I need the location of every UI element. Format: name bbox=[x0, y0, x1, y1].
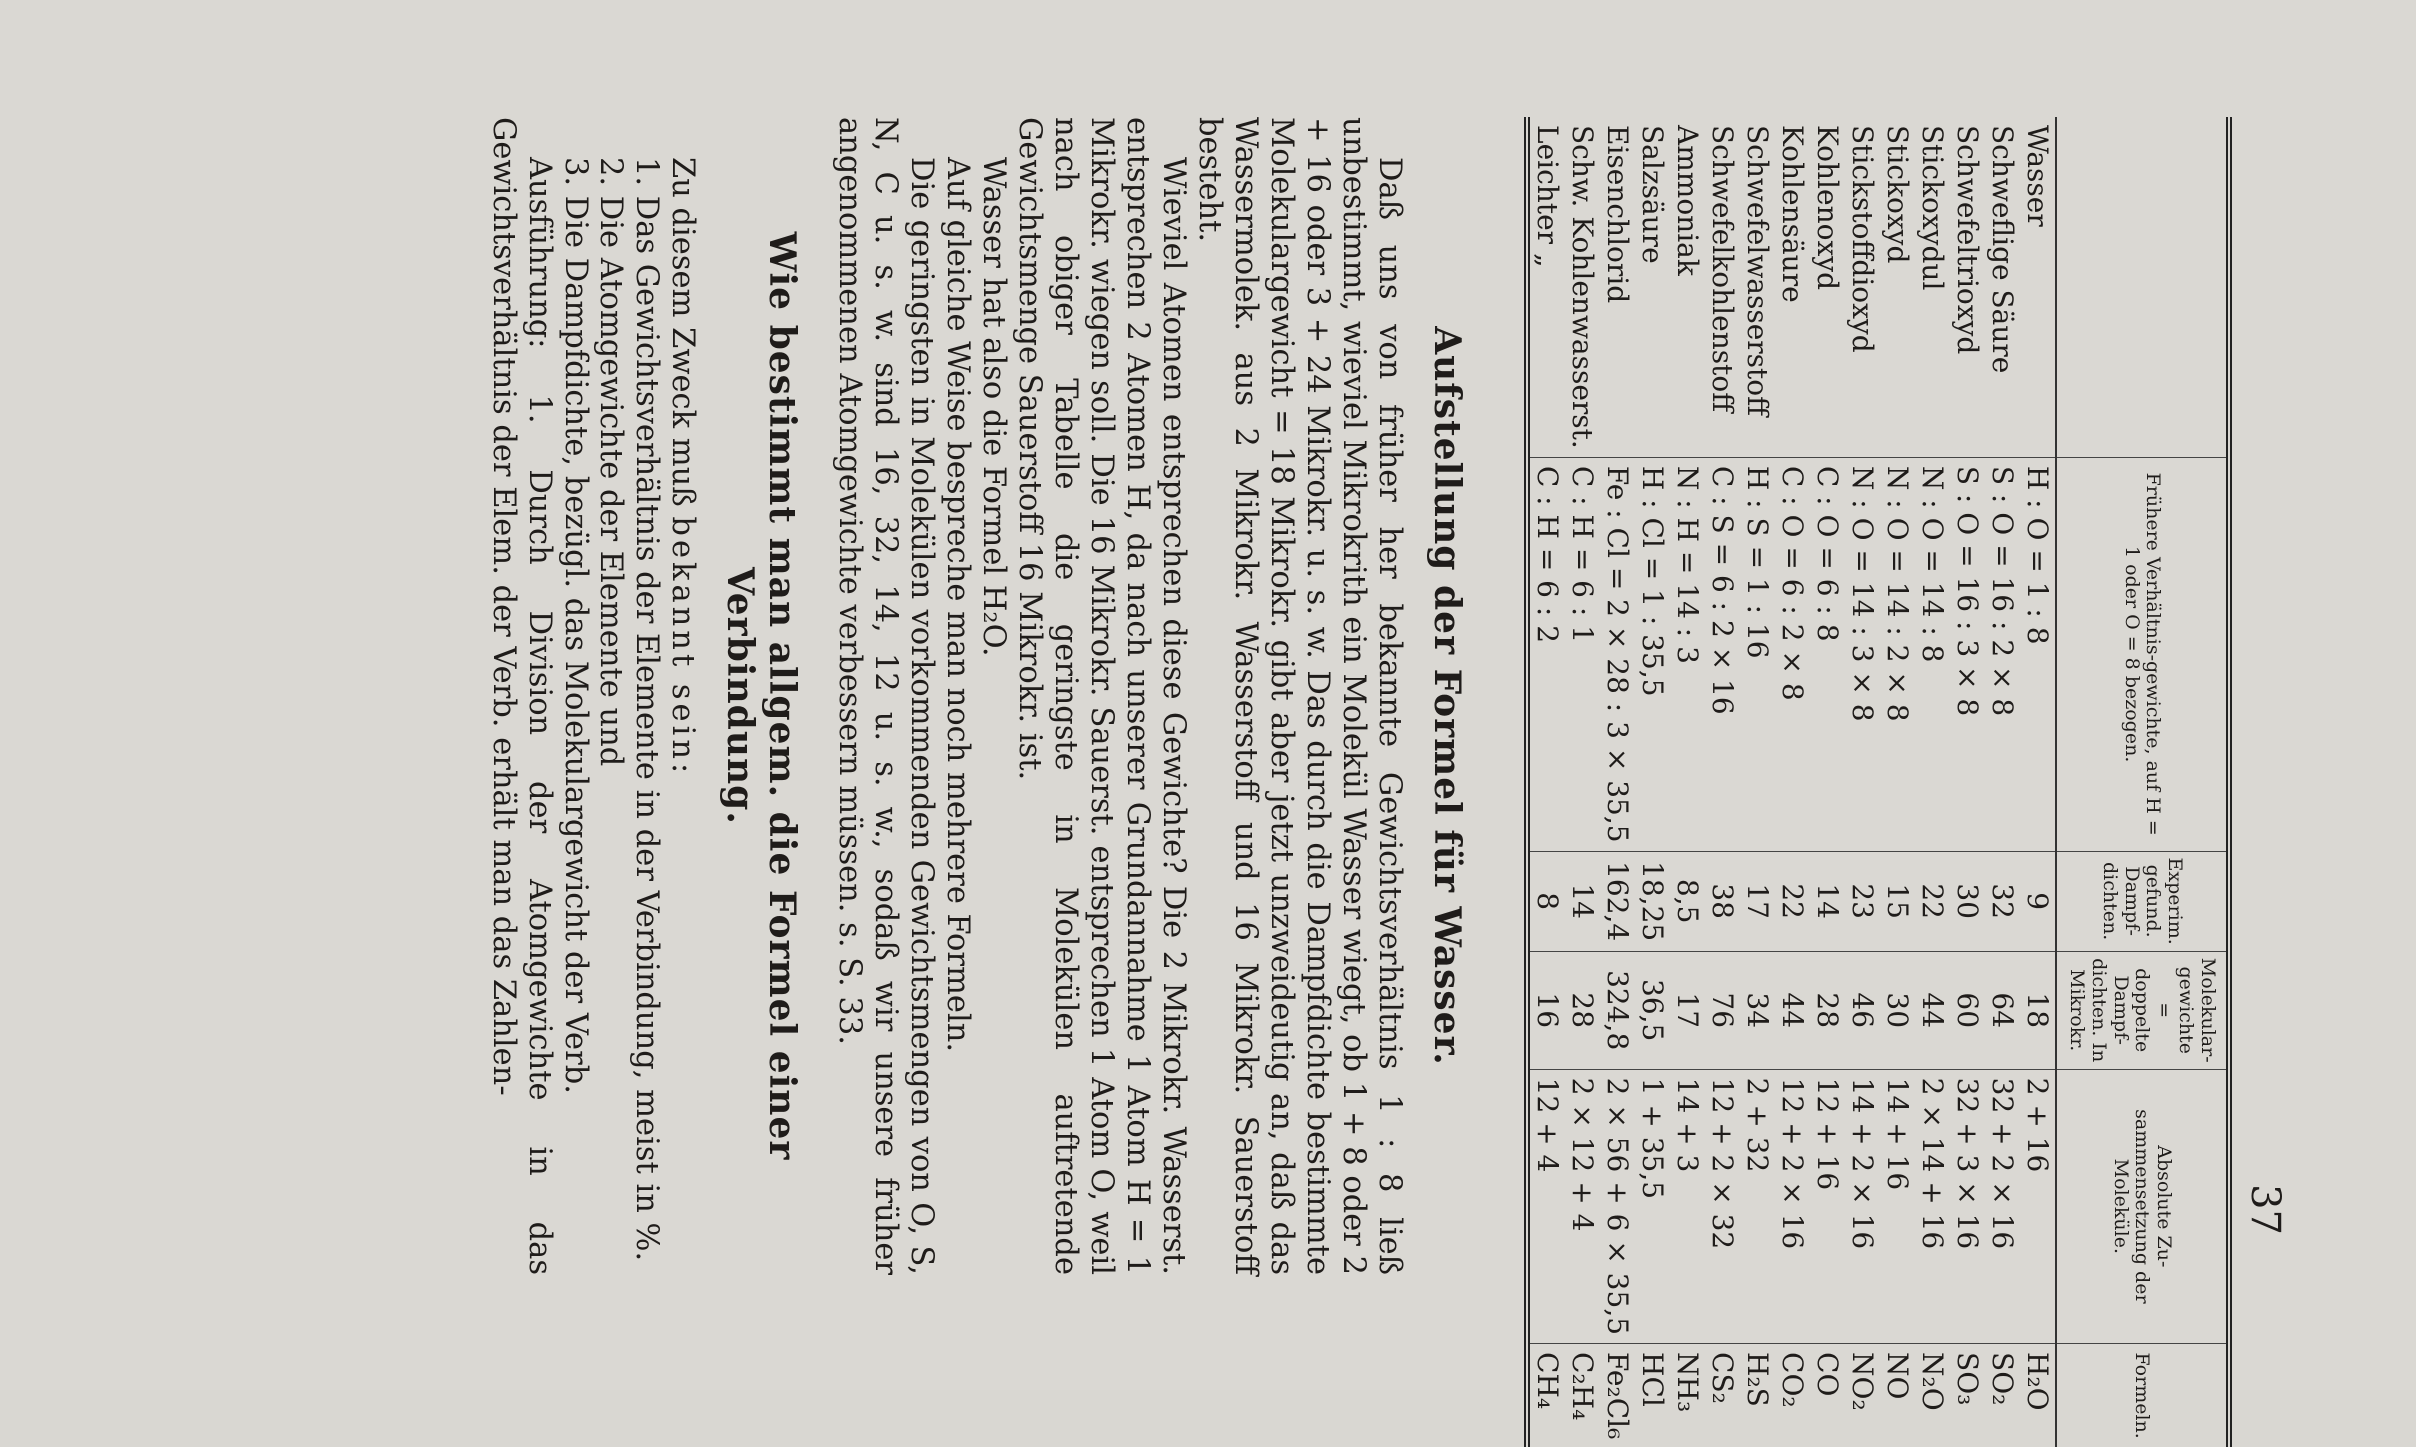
cell-weight-ratio: C : O = 6 : 8 bbox=[1810, 457, 1845, 851]
cell-molecular-weight: 28 bbox=[1810, 951, 1845, 1069]
dampfdichte-table bbox=[1524, 117, 2232, 1447]
cell-composition: 12 + 16 bbox=[1810, 1069, 1845, 1343]
cell-weight-ratio: C : H = 6 : 2 bbox=[1527, 457, 1565, 851]
table-row bbox=[1565, 117, 1600, 1447]
cell-vapor-density: 22 bbox=[1915, 851, 1950, 951]
paragraph-1: Daß uns von früher her bekannte Gewichtsverhältnis 1 : 8 ließ unbestimmt, wieviel Mikrokrith ein Molekül Wasser wiegt, ob 1 + 8 oder 2 + 16 oder 3 + 24 Mikrokr. u. s. w. Das durch die Dampfdichte bestimmte Molekulargewicht = 18 Mikrokr. gibt aber jetzt unzweideutig an, daß das Wassermolek. aus 2 Mikrokr. Wasserstoff und 16 Mikrokr. Sauerstoff besteht. bbox=[1192, 117, 1408, 1275]
cell-substance: Ammoniak bbox=[1670, 125, 1704, 276]
cell-composition: 14 + 2 × 16 bbox=[1845, 1069, 1880, 1343]
cell-molecular-weight: 34 bbox=[1740, 951, 1775, 1069]
cell-molecular-weight: 44 bbox=[1775, 951, 1810, 1069]
header-composition: Absolute Zu-sammensetzung der Moleküle. bbox=[2056, 1069, 2229, 1343]
cell-composition: 2 × 56 + 6 × 35,5 bbox=[1600, 1069, 1635, 1343]
cell-weight-ratio: S : O = 16 : 2 × 8 bbox=[1985, 457, 2020, 851]
cell-molecular-weight: 60 bbox=[1950, 951, 1985, 1069]
cell-molecular-weight: 36,5 bbox=[1635, 951, 1670, 1069]
cell-weight-ratio: N : O = 14 : 3 × 8 bbox=[1845, 457, 1880, 851]
cell-weight-ratio: H : Cl = 1 : 35,5 bbox=[1635, 457, 1670, 851]
cell-formula: Fe₂Cl₆ bbox=[1600, 1344, 1635, 1447]
header-molecular-weight: Molekular-gewichte = doppelte Dampf-dichten. In Mikrokr. bbox=[2056, 951, 2229, 1069]
cell-molecular-weight: 44 bbox=[1915, 951, 1950, 1069]
table-body bbox=[1527, 117, 2056, 1447]
book-page bbox=[78, 45, 2338, 1440]
cell-vapor-density: 22 bbox=[1775, 851, 1810, 951]
cell-substance: Stickoxyd bbox=[1880, 125, 1914, 264]
cell-substance: Schwefeltrioxyd bbox=[1951, 125, 1985, 355]
intro-spaced: bekannt sein: bbox=[665, 516, 701, 778]
table-row bbox=[1740, 117, 1775, 1447]
cell-formula: CS₂ bbox=[1705, 1344, 1740, 1447]
list-item-1: 1. Das Gewichtsverhältnis der Elemente in der Verbindung, meist in %. bbox=[629, 157, 665, 1262]
cell-composition: 2 + 32 bbox=[1740, 1069, 1775, 1343]
cell-formula: SO₃ bbox=[1950, 1344, 1985, 1447]
cell-formula: SO₂ bbox=[1985, 1344, 2020, 1447]
cell-substance: Leichter „ bbox=[1530, 125, 1564, 268]
cell-vapor-density: 15 bbox=[1880, 851, 1915, 951]
cell-vapor-density: 30 bbox=[1950, 851, 1985, 951]
cell-formula: CH₄ bbox=[1527, 1344, 1565, 1447]
cell-composition: 12 + 2 × 32 bbox=[1705, 1069, 1740, 1343]
cell-molecular-weight: 324,8 bbox=[1600, 951, 1635, 1069]
cell-formula: N₂O bbox=[1915, 1344, 1950, 1447]
cell-formula: H₂S bbox=[1740, 1344, 1775, 1447]
heading-general-formula: Wie bestimmt man allgem. die Formel einer Verbindung. bbox=[718, 231, 804, 1161]
table-header-row bbox=[2056, 117, 2229, 1447]
paragraph-3: Wasser hat also die Formel H₂O. bbox=[976, 157, 1012, 657]
cell-substance: Kohlenoxyd bbox=[1810, 125, 1844, 291]
cell-composition: 14 + 3 bbox=[1670, 1069, 1705, 1343]
cell-composition: 32 + 2 × 16 bbox=[1985, 1069, 2020, 1343]
header-formula: Formeln. bbox=[2056, 1344, 2229, 1447]
cell-formula: CO bbox=[1810, 1344, 1845, 1447]
cell-formula: NO₂ bbox=[1845, 1344, 1880, 1447]
cell-substance: Stickstoffdioxyd bbox=[1845, 125, 1879, 353]
cell-substance: Schwefelwasserstoff bbox=[1740, 125, 1774, 417]
table-row bbox=[1775, 117, 1810, 1447]
list-item-2: 2. Die Atomgewichte der Elemente und bbox=[593, 157, 629, 767]
cell-composition: 2 + 16 bbox=[2020, 1069, 2056, 1343]
header-substance bbox=[2056, 117, 2229, 457]
cell-substance: Schwefelkohlenstoff bbox=[1705, 125, 1739, 413]
paragraph-2: Wieviel Atomen entsprechen diese Gewichte? Die 2 Mikrokr. Wasserst. entsprechen 2 Atomen H, da nach unserer Grundannahme 1 Atom H = 1 Mikrokr. wiegen soll. Die 16 Mikrokr. Sauerst. entsprechen 1 Atom O, weil nach obiger Tabelle die geringste in Molekülen auftretende Gewichtsmenge Sauerstoff 16 Mikrokr. ist. bbox=[1012, 117, 1192, 1275]
cell-composition: 14 + 16 bbox=[1880, 1069, 1915, 1343]
cell-weight-ratio: N : O = 14 : 2 × 8 bbox=[1880, 457, 1915, 851]
cell-molecular-weight: 76 bbox=[1705, 951, 1740, 1069]
cell-substance: Eisenchlorid bbox=[1600, 125, 1634, 304]
cell-composition: 2 × 12 + 4 bbox=[1565, 1069, 1600, 1343]
cell-vapor-density: 18,25 bbox=[1635, 851, 1670, 951]
table-row bbox=[1635, 117, 1670, 1447]
intro-lead: Zu diesem Zweck muß bbox=[665, 157, 701, 517]
cell-weight-ratio: H : O = 1 : 8 bbox=[2020, 457, 2056, 851]
cell-formula: H₂O bbox=[2020, 1344, 2056, 1447]
cell-weight-ratio: N : H = 14 : 3 bbox=[1670, 457, 1705, 851]
cell-vapor-density: 162,4 bbox=[1600, 851, 1635, 951]
cell-molecular-weight: 64 bbox=[1985, 951, 2020, 1069]
cell-vapor-density: 17 bbox=[1740, 851, 1775, 951]
cell-molecular-weight: 17 bbox=[1670, 951, 1705, 1069]
header-vapor-density: Experim. gefund. Dampf-dichten. bbox=[2056, 851, 2229, 951]
cell-weight-ratio: C : H = 6 : 1 bbox=[1565, 457, 1600, 851]
table-row bbox=[1985, 117, 2020, 1447]
cell-weight-ratio: C : O = 6 : 2 × 8 bbox=[1775, 457, 1810, 851]
cell-weight-ratio: Fe : Cl = 2 × 28 : 3 × 35,5 bbox=[1600, 457, 1635, 851]
table-row bbox=[1670, 117, 1705, 1447]
cell-formula: NO bbox=[1880, 1344, 1915, 1447]
cell-vapor-density: 9 bbox=[2020, 851, 2056, 951]
cell-vapor-density: 23 bbox=[1845, 851, 1880, 951]
cell-substance: Wasser bbox=[2021, 125, 2055, 227]
header-weight-ratio: Frühere Verhältnis-gewichte, auf H = 1 oder O = 8 bezogen. bbox=[2056, 457, 2229, 851]
cell-vapor-density: 32 bbox=[1985, 851, 2020, 951]
cell-substance: Schw. Kohlenwasserst. bbox=[1565, 125, 1599, 449]
cell-weight-ratio: N : O = 14 : 8 bbox=[1915, 457, 1950, 851]
cell-substance: Salzsäure bbox=[1635, 125, 1669, 264]
cell-vapor-density: 14 bbox=[1565, 851, 1600, 951]
cell-substance: Schweflige Säure bbox=[1986, 125, 2020, 374]
cell-vapor-density: 8 bbox=[1527, 851, 1565, 951]
cell-weight-ratio: H : S = 1 : 16 bbox=[1740, 457, 1775, 851]
cell-molecular-weight: 28 bbox=[1565, 951, 1600, 1069]
paragraph-4: Auf gleiche Weise bespreche man noch mehrere Formeln. bbox=[940, 157, 976, 1053]
cell-formula: NH₃ bbox=[1670, 1344, 1705, 1447]
page-number: 37 bbox=[2242, 1184, 2288, 1235]
table-row bbox=[1845, 117, 1880, 1447]
paragraph-closing: Ausführung: 1. Durch Division der Atomgewichte in das Gewichtsverhältnis der Elem. der Verb. erhält man das Zahlen- bbox=[485, 117, 557, 1275]
cell-composition: 2 × 14 + 16 bbox=[1915, 1069, 1950, 1343]
paragraph-intro bbox=[664, 117, 700, 1275]
paragraph-5: Die geringsten in Molekülen vorkommenden Gewichtsmengen von O, S, N, C u. s. w. sind 16, 32, 14, 12 u. s. w., sodaß wir unsere früher angenommenen Atomgewichte verbessern müssen. s. S. 33. bbox=[832, 117, 940, 1275]
cell-composition: 1 + 35,5 bbox=[1635, 1069, 1670, 1343]
cell-composition: 12 + 4 bbox=[1527, 1069, 1565, 1343]
cell-weight-ratio: C : S = 6 : 2 × 16 bbox=[1705, 457, 1740, 851]
cell-molecular-weight: 16 bbox=[1527, 951, 1565, 1069]
cell-substance: Stickoxydul bbox=[1916, 125, 1949, 291]
cell-weight-ratio: S : O = 16 : 3 × 8 bbox=[1950, 457, 1985, 851]
cell-formula: C₂H₄ bbox=[1565, 1344, 1600, 1447]
cell-molecular-weight: 46 bbox=[1845, 951, 1880, 1069]
table-row bbox=[1915, 117, 1950, 1447]
cell-vapor-density: 38 bbox=[1705, 851, 1740, 951]
table-row bbox=[1527, 117, 1565, 1447]
cell-formula: CO₂ bbox=[1775, 1344, 1810, 1447]
cell-formula: HCl bbox=[1635, 1344, 1670, 1447]
table-row bbox=[1880, 117, 1915, 1447]
table-row bbox=[1810, 117, 1845, 1447]
cell-substance: Kohlensäure bbox=[1775, 125, 1809, 303]
heading-formula-water: Aufstellung der Formel für Wasser. bbox=[1425, 326, 1468, 1066]
table-row bbox=[1705, 117, 1740, 1447]
table-row bbox=[1950, 117, 1985, 1447]
cell-molecular-weight: 30 bbox=[1880, 951, 1915, 1069]
table-row bbox=[1600, 117, 1635, 1447]
cell-composition: 32 + 3 × 16 bbox=[1950, 1069, 1985, 1343]
table-row bbox=[2020, 117, 2056, 1447]
cell-molecular-weight: 18 bbox=[2020, 951, 2056, 1069]
cell-vapor-density: 14 bbox=[1810, 851, 1845, 951]
cell-composition: 12 + 2 × 16 bbox=[1775, 1069, 1810, 1343]
cell-vapor-density: 8,5 bbox=[1670, 851, 1705, 951]
list-item-3: 3. Die Dampfdichte, bezügl. das Molekulargewicht der Verb. bbox=[557, 157, 593, 1094]
